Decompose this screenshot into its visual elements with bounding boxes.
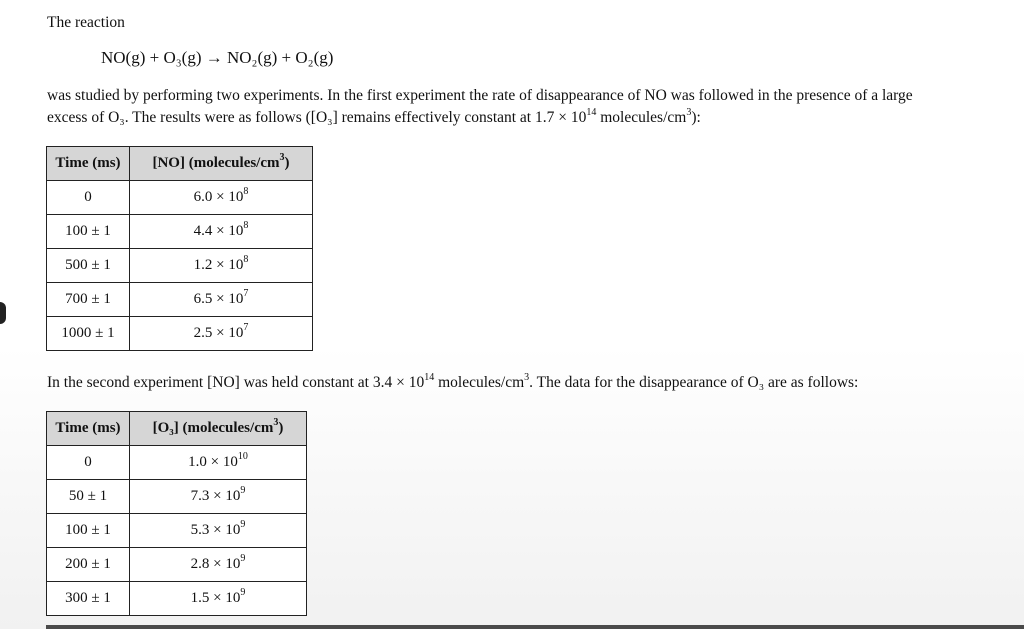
concentration-cell: $5.3 \times 10^9$: [130, 514, 307, 548]
equation-arrow: →: [205, 48, 223, 67]
concentration-cell: $7.3 \times 10^9$: [130, 480, 307, 514]
time-cell: 200 ± 1: [47, 548, 130, 582]
concentration-cell: $2.5 \times 10^7$: [130, 317, 313, 351]
table-row: [47, 215, 313, 249]
time-cell: 50 ± 1: [47, 480, 130, 514]
table-header-row: [47, 147, 313, 181]
equation-products: NO₂(g) + O₂(g): [227, 48, 334, 67]
time-cell: 700 ± 1: [47, 283, 130, 317]
table-row: [47, 446, 307, 480]
paragraph-second-experiment: In the second experiment [NO] was held constant at $3.4 \times 10^{14}$ molecules/$cm^3$. The data for the disappearance of O₃ are as follows:: [47, 372, 859, 391]
time-cell: 500 ± 1: [47, 249, 130, 283]
table-row: [47, 582, 307, 616]
intro-text: The reaction: [47, 14, 125, 31]
time-cell: 1000 ± 1: [47, 317, 130, 351]
edge-scroll-marker: [0, 302, 6, 324]
equation-reactants: NO(g) + O₃(g): [101, 48, 202, 67]
time-cell: 100 ± 1: [47, 215, 130, 249]
no-concentration-table: [46, 146, 313, 351]
time-cell: 0: [47, 181, 130, 215]
concentration-cell: $1.2 \times 10^8$: [130, 249, 313, 283]
time-cell: 0: [47, 446, 130, 480]
table-row: [47, 317, 313, 351]
paragraph-first-experiment: [47, 85, 1022, 129]
table-row: [47, 283, 313, 317]
concentration-cell: $6.0 \times 10^8$: [130, 181, 313, 215]
paragraph-line-1: was studied by performing two experiments. In the first experiment the rate of disappearance of NO was followed in the presence of a large: [47, 87, 913, 104]
column-header-concentration: [NO] $(molecules/cm^3)$: [130, 147, 313, 181]
table-header-row: [47, 412, 307, 446]
table-row: [47, 480, 307, 514]
paragraph-line-2: excess of O₃. The results were as follows ([O₃] remains effectively constant at $1.7 \times 10^{14}$ molecules/$cm^3$):: [47, 107, 701, 126]
reaction-equation: [101, 48, 333, 68]
o3-concentration-table: [46, 411, 307, 616]
time-cell: 100 ± 1: [47, 514, 130, 548]
table-row: [47, 249, 313, 283]
time-cell: 300 ± 1: [47, 582, 130, 616]
concentration-cell: $2.8 \times 10^9$: [130, 548, 307, 582]
table-row: [47, 181, 313, 215]
concentration-cell: $4.4 \times 10^8$: [130, 215, 313, 249]
concentration-cell: $6.5 \times 10^7$: [130, 283, 313, 317]
table-row: [47, 514, 307, 548]
column-header-time: Time (ms): [47, 412, 130, 446]
concentration-cell: $1.0 \times 10^{10}$: [130, 446, 307, 480]
bottom-divider: [46, 625, 1024, 629]
concentration-cell: $1.5 \times 10^9$: [130, 582, 307, 616]
table-row: [47, 548, 307, 582]
column-header-concentration: [O₃] $(molecules/cm^3)$: [130, 412, 307, 446]
column-header-time: Time (ms): [47, 147, 130, 181]
